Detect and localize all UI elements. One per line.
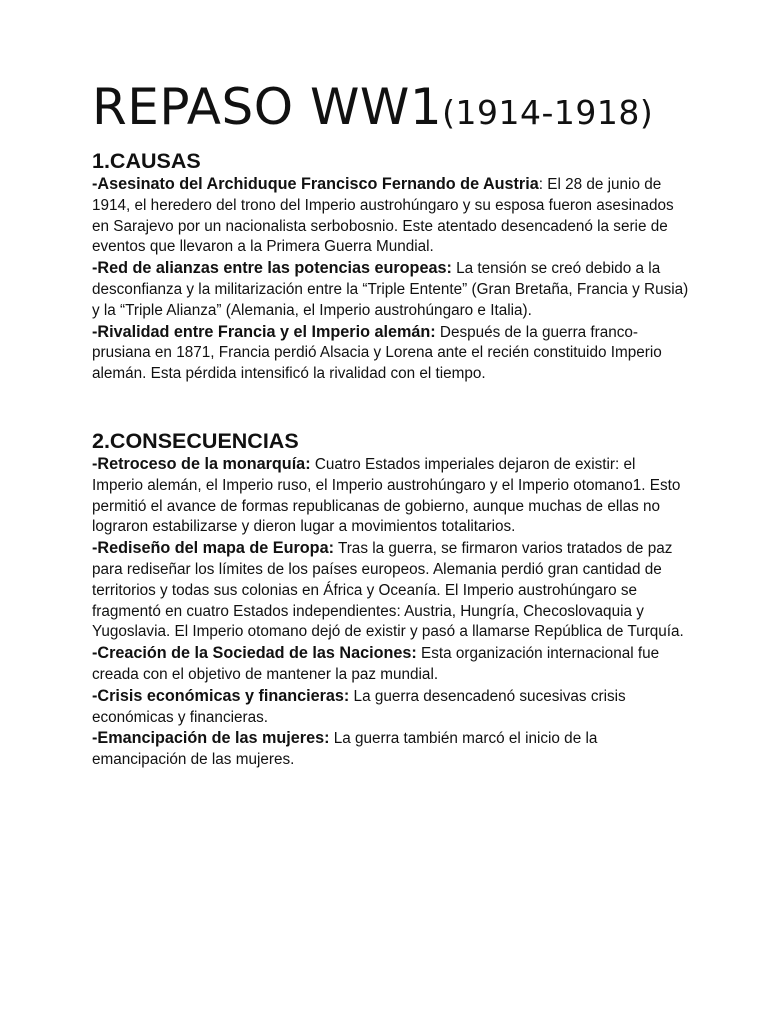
causa-item-text: Después de la guerra franco-prusiana en 1871, Francia perdió Alsacia y Lorena ante el recién constituido Imperio alemán. Esta pérdida intensificó la rivalidad con el tiempo.	[92, 323, 662, 383]
consecuencia-item-text: La guerra desencadenó sucesivas crisis económicas y financieras.	[92, 687, 626, 726]
causa-item-colon: :	[538, 176, 543, 193]
causa-item-lead: -Red de alianzas entre las potencias europeas:	[92, 259, 452, 278]
title-main: REPASO WW1	[92, 78, 443, 136]
consecuencia-item-lead: -Emancipación de las mujeres:	[92, 729, 330, 748]
title-years: (1914-1918)	[442, 93, 654, 132]
causa-item	[92, 258, 690, 321]
consecuencia-item-text: Esta organización internacional fue creada con el objetivo de mantener la paz mundial.	[92, 645, 660, 683]
causa-item	[92, 322, 690, 385]
consecuencias-section	[92, 428, 690, 771]
consecuencia-item	[92, 538, 690, 643]
causa-item-text: El 28 de junio de 1914, el heredero del trono del Imperio austrohúngaro y su esposa fueron asesinados en Sarajevo por un nacionalista serbobosnio. Este atentado desencadenó la serie de eventos que llevaron a la Primera Guerra Mundial.	[92, 176, 674, 256]
consecuencia-item-lead: -Rediseño del mapa de Europa:	[92, 539, 334, 558]
causa-item	[92, 174, 690, 258]
consecuencia-item	[92, 643, 690, 686]
consecuencia-item-lead: -Creación de la Sociedad de las Naciones:	[92, 644, 417, 663]
consecuencia-item	[92, 454, 690, 538]
document-page	[92, 78, 690, 771]
consecuencia-item	[92, 686, 690, 729]
consecuencia-item-text: Tras la guerra, se firmaron varios tratados de paz para rediseñar los límites de los países europeos. Alemania perdió gran cantidad de territorios y todas sus colonias en África y Oceanía. El Imperio austrohúngaro se fragmentó en cuatro Estados independientes: Austria, Hungría, Checoslovaquia y Yugoslavia. El Imperio otomano dejó de existir y pasó a llamarse República de Turquía.	[92, 540, 684, 641]
causas-section	[92, 148, 690, 385]
causa-item-text: La tensión se creó debido a la desconfianza y la militarización entre la “Triple Entente” (Gran Bretaña, Francia y Rusia) y la “Triple Alianza” (Alemania, el Imperio austrohúngaro e Italia).	[92, 260, 689, 319]
consecuencias-heading: 2.CONSECUENCIAS	[92, 428, 299, 453]
consecuencia-item-text: La guerra también marcó el inicio de la emancipación de las mujeres.	[92, 730, 598, 769]
causas-heading: 1.CAUSAS	[92, 149, 201, 173]
document-title	[92, 78, 690, 136]
consecuencia-item	[92, 728, 690, 771]
consecuencia-item-lead: -Retroceso de la monarquía:	[92, 454, 311, 473]
consecuencia-item-lead: -Crisis económicas y financieras:	[92, 686, 350, 705]
consecuencia-item-text: Cuatro Estados imperiales dejaron de existir: el Imperio alemán, el Imperio ruso, el Imperio austrohúngaro y el Imperio otomano1. Esto permitió el avance de formas republicanas de gobierno, aunque muchas de ellas no lograron estabilizarse y dieron lugar a movimientos totalitarios.	[92, 455, 681, 536]
causa-item-lead: -Rivalidad entre Francia y el Imperio alemán:	[92, 322, 436, 341]
causa-item-lead: -Asesinato del Archiduque Francisco Fernando de Austria	[92, 175, 539, 193]
